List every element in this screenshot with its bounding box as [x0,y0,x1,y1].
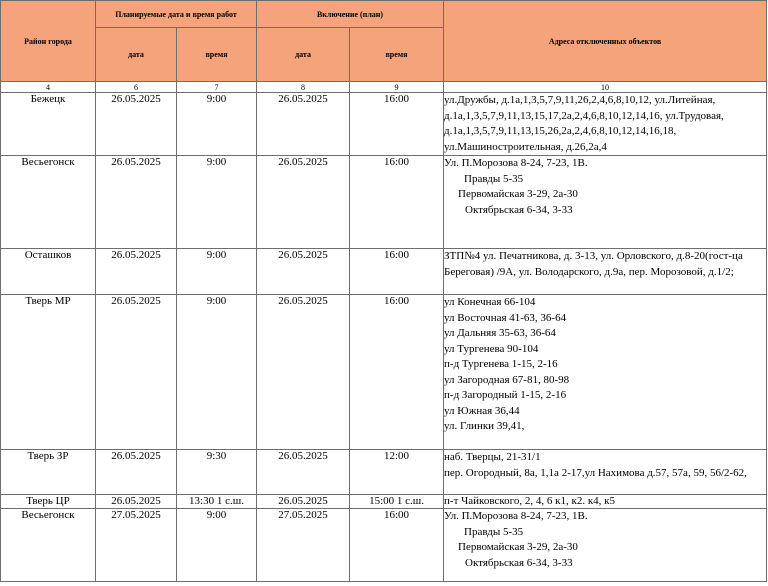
switch-on-date-cell: 26.05.2025 [257,156,350,249]
header-switch-on-time: время [350,28,444,82]
addresses-cell [444,295,767,450]
district-cell: Тверь ЗР [1,450,96,495]
addresses-cell [444,249,767,295]
planned-date-cell: 26.05.2025 [96,295,177,450]
header-district: Район города [1,1,96,82]
addresses-cell [444,495,767,509]
column-number: 6 [96,82,177,93]
column-number-row [1,82,767,93]
switch-on-date-cell: 27.05.2025 [257,509,350,582]
switch-on-time-cell: 16:00 [350,156,444,249]
address-line: д.1а,1,3,5,7,9,11,13,15,17,2а,2,4,6,8,10,12,14,16, ул.Трудовая, [444,109,724,122]
header-switch-on-group: Включение (план) [257,1,444,28]
planned-date-cell: 27.05.2025 [96,509,177,582]
planned-time-cell: 13:30 1 с.ш. [177,495,257,509]
column-number: 9 [350,82,444,93]
header-planned-date: дата [96,28,177,82]
switch-on-time-cell: 16:00 [350,509,444,582]
header-planned-group: Планируемые дата и время работ [96,1,257,28]
district-cell: Тверь ЦР [1,495,96,509]
planned-time-cell: 9:00 [177,156,257,249]
address-line: Октябрьская 6-34, 3-33 [465,556,573,569]
planned-date-cell: 26.05.2025 [96,249,177,295]
addresses-cell [444,450,767,495]
address-line: Первомайская 3-29, 2а-30 [458,541,578,553]
switch-on-date-cell: 26.05.2025 [257,249,350,295]
address-line: ул Восточная 41-63, 36-64 [444,311,567,324]
planned-time-cell: 9:30 [177,450,257,495]
switch-on-date-cell: 26.05.2025 [257,495,350,509]
address-line: ул Конечная 66-104 [444,296,536,308]
header-row-top [1,1,767,28]
district-cell: Весьегонск [1,156,96,249]
address-line: д.1а,1,3,5,7,9,11,13,15,26,2а,2,4,6,8,10,12,14,16,18, [444,125,677,137]
district-cell: Бежецк [1,93,96,156]
switch-on-time-cell: 12:00 [350,450,444,495]
addresses-cell [444,156,767,249]
table-row [1,450,767,495]
table-row [1,249,767,295]
address-line: ул. Глинки 39,41, [444,420,525,432]
header-planned-time: время [177,28,257,82]
table-row [1,509,767,582]
address-line: Октябрьская 6-34, 3-33 [465,203,573,216]
table-row [1,93,767,156]
switch-on-time-cell: 15:00 1 с.ш. [350,495,444,509]
switch-on-date-cell: 26.05.2025 [257,295,350,450]
address-line: ул.Машиностроительная, д.26,2а,4 [444,140,607,153]
planned-date-cell: 26.05.2025 [96,450,177,495]
planned-date-cell: 26.05.2025 [96,156,177,249]
table-row [1,156,767,249]
address-line: Ул. П.Морозова 8-24, 7-23, 1В. [444,510,588,522]
table-row [1,295,767,450]
address-line: ул Загородная 67-81, 80-98 [444,373,570,386]
address-line: п-т Чайковского, 2, 4, 6 к1, к2. к4, к5 [444,495,616,507]
address-line: ЗТП№4 ул. Печатникова, д. 3-13, ул. Орловского, д.8-20(гост-ца Береговая) /9А, ул. Володарского, д.9а, пер. Морозовой, д.1/2; [444,250,743,278]
switch-on-time-cell: 16:00 [350,295,444,450]
planned-time-cell: 9:00 [177,509,257,582]
switch-on-date-cell: 26.05.2025 [257,93,350,156]
switch-on-time-cell: 16:00 [350,249,444,295]
address-line: ул Южная 36,44 [444,404,520,417]
address-line: ул.Дружбы, д.1а,1,3,5,7,9,11,26,2,4,6,8,10,12, ул.Литейная, [444,94,716,106]
addresses-cell [444,509,767,582]
planned-time-cell: 9:00 [177,295,257,450]
addresses-cell [444,93,767,156]
address-line: пер. Огородный, 8а, 1,1а 2-17,ул Нахимова д.57, 57а, 59, 56/2-62, [444,466,747,479]
switch-on-date-cell: 26.05.2025 [257,450,350,495]
switch-on-time-cell: 16:00 [350,93,444,156]
address-line: Первомайская 3-29, 2а-30 [458,188,578,200]
address-line: Правды 5-35 [464,172,524,185]
address-line: ул Дальняя 35-63, 36-64 [444,327,556,339]
column-number: 4 [1,82,96,93]
address-line: п-д Загородный 1-15, 2-16 [444,389,567,401]
district-cell: Осташков [1,249,96,295]
address-line: Правды 5-35 [464,525,524,538]
address-line: ул Тургенева 90-104 [444,342,539,355]
planned-date-cell: 26.05.2025 [96,93,177,156]
address-line: Ул. П.Морозова 8-24, 7-23, 1В. [444,157,588,169]
column-number: 8 [257,82,350,93]
address-line: п-д Тургенева 1-15, 2-16 [444,358,558,370]
column-number: 10 [444,82,767,93]
district-cell: Тверь МР [1,295,96,450]
column-number: 7 [177,82,257,93]
address-line: наб. Тверцы, 21-31/1 [444,451,541,463]
header-addresses: Адреса отключенных объектов [444,1,767,82]
planned-date-cell: 26.05.2025 [96,495,177,509]
header-switch-on-date: дата [257,28,350,82]
planned-time-cell: 9:00 [177,93,257,156]
table-row [1,495,767,509]
district-cell: Весьегонск [1,509,96,582]
planned-time-cell: 9:00 [177,249,257,295]
